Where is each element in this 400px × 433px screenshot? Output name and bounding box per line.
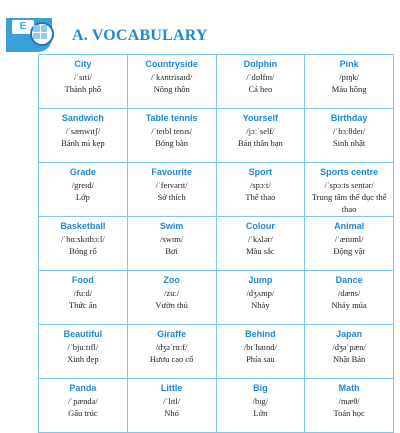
vocab-ipa: /ˈkʌlər/ — [247, 234, 273, 244]
vocab-word: Sports centre — [320, 167, 379, 177]
vocab-meaning: Thành phố — [64, 84, 102, 94]
vocab-word: Beautiful — [63, 329, 103, 339]
vocab-meaning: Xinh đẹp — [67, 354, 99, 364]
table-row — [39, 325, 394, 379]
section-title: A. VOCABULARY — [72, 27, 208, 44]
vocab-meaning: Nhảy — [251, 300, 270, 310]
vocab-meaning: Động vật — [333, 246, 365, 256]
vocab-ipa: /swɪm/ — [160, 234, 184, 244]
vocab-cell — [127, 217, 216, 271]
vocab-cell — [305, 271, 394, 325]
vocab-cell — [39, 325, 128, 379]
vocab-meaning: Lớp — [75, 192, 90, 202]
vocab-ipa: /ˈpændə/ — [68, 396, 98, 406]
table-row — [39, 109, 394, 163]
vocab-ipa: /ˈdɒlfɪn/ — [246, 72, 275, 82]
vocab-meaning: Cá heo — [248, 84, 273, 94]
vocab-cell — [39, 109, 128, 163]
vocab-cell — [39, 379, 128, 433]
vocab-ipa: /pɪŋk/ — [339, 72, 360, 82]
vocab-word: Little — [160, 383, 183, 393]
vocab-meaning: Phía sau — [246, 354, 275, 364]
table-row — [39, 55, 394, 109]
vocab-cell — [305, 55, 394, 109]
vocab-cell — [39, 55, 128, 109]
vocab-word: Pink — [339, 59, 359, 69]
vocab-word: Colour — [245, 221, 275, 231]
page-header — [0, 0, 400, 56]
vocab-cell — [216, 325, 305, 379]
vocab-meaning: Lớn — [253, 408, 268, 418]
vocab-meaning: Nhảy múa — [331, 300, 367, 310]
vocab-word: Countryside — [145, 59, 198, 69]
vocab-meaning: Bóng bàn — [155, 138, 189, 148]
vocab-cell — [216, 379, 305, 433]
table-row — [39, 379, 394, 433]
vocab-ipa: /fuːd/ — [73, 288, 93, 298]
vocab-ipa: /ˈbjuːtɪfl/ — [67, 342, 99, 352]
vocab-cell — [305, 325, 394, 379]
vocab-ipa: /jɔːˈself/ — [246, 126, 275, 136]
vocab-cell — [305, 163, 394, 217]
vocab-word: Food — [71, 275, 94, 285]
vocab-cell — [216, 55, 305, 109]
vocab-ipa: /dʒəˈrɑːf/ — [155, 342, 188, 352]
table-row — [39, 217, 394, 271]
vocab-ipa: /mæθ/ — [338, 396, 360, 406]
vocab-cell — [305, 379, 394, 433]
vocab-cell — [127, 271, 216, 325]
vocab-meaning: Bản thân bạn — [237, 138, 283, 148]
vocab-ipa: /dʒʌmp/ — [246, 288, 275, 298]
vocab-meaning: Gấu trúc — [68, 408, 98, 418]
vocab-meaning: Nhật Bản — [332, 354, 366, 364]
vocab-meaning: Thể thao — [245, 192, 276, 202]
vocab-meaning: Toán học — [333, 408, 365, 418]
table-row — [39, 163, 394, 217]
vocabulary-table — [38, 54, 394, 433]
vocab-word: Zoo — [163, 275, 180, 285]
vocab-ipa: /bɪˈhaɪnd/ — [243, 342, 277, 352]
vocab-word: Yourself — [242, 113, 279, 123]
vocab-cell — [127, 109, 216, 163]
vocab-meaning: Thức ăn — [68, 300, 97, 310]
vocab-cell — [39, 163, 128, 217]
vocab-ipa: /spɔːt/ — [249, 180, 271, 190]
vocab-meaning: Sinh nhật — [332, 138, 366, 148]
vocab-ipa: /ˈsɪti/ — [73, 72, 92, 82]
vocab-meaning: Vườn thú — [155, 300, 188, 310]
vocab-word: Basketball — [60, 221, 106, 231]
vocab-cell — [127, 163, 216, 217]
logo-badge-letter: E — [12, 20, 34, 34]
vocab-word: Japan — [336, 329, 363, 339]
vocab-meaning: Hươu cao cổ — [149, 354, 194, 364]
vocab-ipa: /ˈænɪml/ — [334, 234, 364, 244]
vocab-cell — [127, 379, 216, 433]
vocab-word: Big — [253, 383, 268, 393]
vocab-cell — [216, 217, 305, 271]
vocab-ipa: /dæns/ — [338, 288, 361, 298]
vocab-word: Dance — [335, 275, 363, 285]
vocab-meaning: Sở thích — [157, 192, 186, 202]
vocab-ipa: /bɪg/ — [252, 396, 269, 406]
vocab-word: Animal — [334, 221, 365, 231]
vocab-ipa: /zuː/ — [164, 288, 180, 298]
vocab-word: Birthday — [330, 113, 368, 123]
vocab-cell — [216, 271, 305, 325]
vocab-ipa: /ˈsænwɪtʃ/ — [65, 126, 101, 136]
vocab-meaning: Bóng rổ — [69, 246, 97, 256]
vocab-word: Table tennis — [145, 113, 198, 123]
vocab-cell — [127, 55, 216, 109]
vocab-ipa: /dʒəˈpæn/ — [332, 342, 366, 352]
vocab-ipa: /ˈfeɪvərɪt/ — [155, 180, 188, 190]
vocab-word: Math — [338, 383, 360, 393]
vocab-word: Sport — [248, 167, 273, 177]
vocab-ipa: /ˈbɜːθdeɪ/ — [333, 126, 366, 136]
vocab-ipa: /ˈbɑːskɪtbɔːl/ — [61, 234, 105, 244]
vocab-ipa: /ˈteɪbl tenɪs/ — [151, 126, 193, 136]
vocab-cell — [39, 271, 128, 325]
vocab-word: Behind — [245, 329, 276, 339]
vocab-ipa: /ˈlɪtl/ — [163, 396, 181, 406]
vocab-word: Dolphin — [243, 59, 278, 69]
vocab-word: Swim — [159, 221, 184, 231]
vocab-word: Giraffe — [157, 329, 187, 339]
vocab-meaning: Trung tâm thể dục thể thao — [311, 192, 387, 214]
vocab-cell — [216, 163, 305, 217]
vocab-cell — [127, 325, 216, 379]
grid-cells-icon — [33, 25, 47, 39]
vocab-meaning: Bơi — [165, 246, 178, 256]
vocab-meaning: Bánh mì kẹp — [61, 138, 105, 148]
vocab-meaning: Nông thôn — [153, 84, 190, 94]
vocab-ipa: /ˈspɔːts sentər/ — [324, 180, 374, 190]
vocab-meaning: Nhỏ — [164, 408, 179, 418]
vocab-word: Panda — [69, 383, 97, 393]
vocab-ipa: /ˈkʌntrisaɪd/ — [150, 72, 193, 82]
vocab-cell — [305, 217, 394, 271]
vocab-meaning: Màu hồng — [331, 84, 367, 94]
vocab-word: Favourite — [151, 167, 192, 177]
vocab-cell — [305, 109, 394, 163]
table-row — [39, 271, 394, 325]
vocab-meaning: Màu sắc — [246, 246, 275, 256]
vocab-word: Grade — [69, 167, 96, 177]
vocab-cell — [216, 109, 305, 163]
vocab-word: Jump — [248, 275, 273, 285]
vocab-word: City — [74, 59, 92, 69]
vocab-ipa: /greɪd/ — [71, 180, 94, 190]
vocab-cell — [39, 217, 128, 271]
vocab-word: Sandwich — [61, 113, 104, 123]
